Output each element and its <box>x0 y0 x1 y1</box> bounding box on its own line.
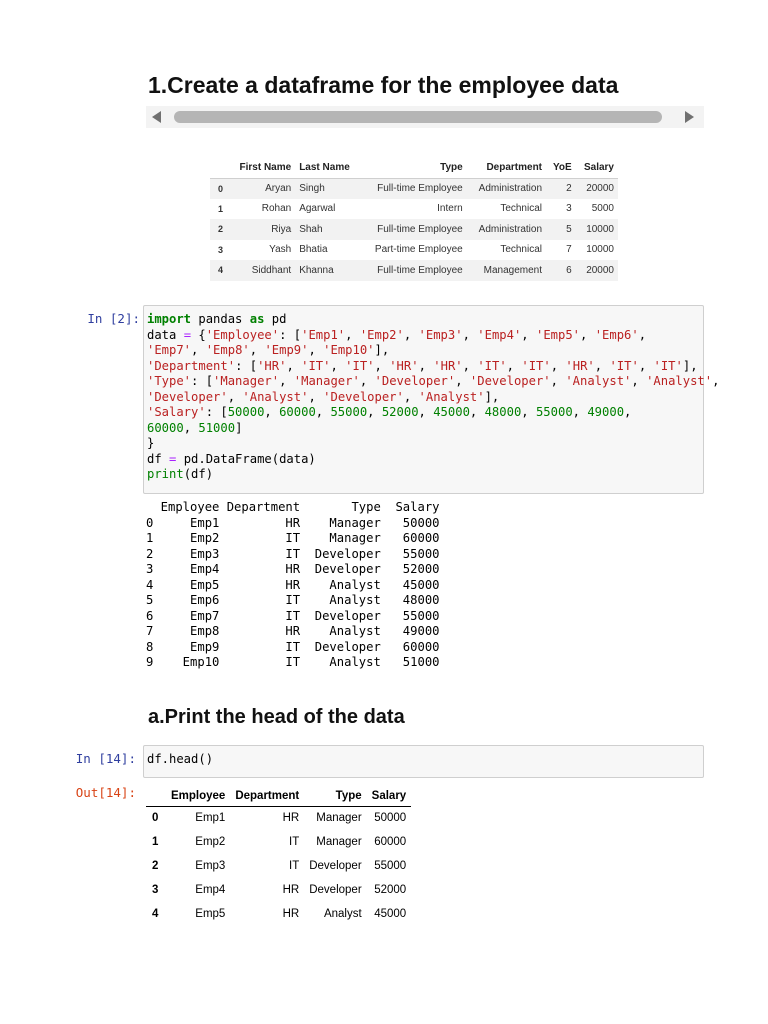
table-cell: HR <box>282 884 300 896</box>
table-cell: 52000 <box>374 884 407 896</box>
table-cell: 10000 <box>576 219 618 240</box>
row-index: 4 <box>152 908 159 920</box>
cell2-out-prompt: Out[14]: <box>75 785 136 800</box>
table-cell: 55000 <box>374 860 407 872</box>
scrollbar-thumb[interactable] <box>174 111 662 123</box>
scroll-right-arrow-icon[interactable] <box>685 111 694 123</box>
image-table-header <box>210 158 229 178</box>
section-heading-create-dataframe: 1.Create a dataframe for the employee data <box>148 72 619 98</box>
table-cell: Developer <box>309 884 362 896</box>
row-index: 4 <box>210 260 229 281</box>
table-cell: Emp4 <box>195 884 226 896</box>
image-table-header: Department <box>467 158 546 178</box>
table-cell: 2 <box>546 178 576 199</box>
table-cell: Administration <box>467 178 546 199</box>
employee-image-table <box>210 158 618 281</box>
table-cell: 50000 <box>374 812 407 825</box>
cell2-code-input[interactable] <box>143 745 704 778</box>
image-table-header: Last Name <box>295 158 360 178</box>
section-heading-print-head: a.Print the head of the data <box>148 706 405 728</box>
table-cell: Analyst <box>323 908 362 920</box>
cell1-code-input[interactable] <box>143 305 720 494</box>
cell1-in-prompt: In [2]: <box>87 311 140 326</box>
cell1-output-text: Employee Department Type Salary 0 Emp1 HR Manager 50000 1 Emp2 IT Manager 60000 2 Emp3 IT Developer 55000 3 Emp4 HR Developer 52000 4 Emp5 HR Analyst 45000 5 Emp6 IT Analyst 48000 6 Emp7 IT Developer 55000 7 Emp8 HR Analyst 49000 8 Emp9 IT Developer 60000 9 Emp10 IT Analyst 51000 <box>146 500 440 669</box>
table-cell: Agarwal <box>299 203 336 215</box>
row-index: 0 <box>210 178 229 199</box>
table-cell: 6 <box>546 260 576 281</box>
table-cell: Aryan <box>229 178 295 199</box>
table-cell: Shah <box>295 219 360 240</box>
table-cell: Full-time Employee <box>360 219 466 240</box>
table-cell: 5000 <box>591 203 614 215</box>
head-table-row <box>146 854 411 878</box>
table-cell: Rohan <box>261 203 292 215</box>
table-cell: Technical <box>500 244 543 256</box>
table-cell: Technical <box>500 203 543 215</box>
cell1-code-text: import pandas as pd data = {'Employee': ['Emp1', 'Emp2', 'Emp3', 'Emp4', 'Emp5', 'Emp6', 'Emp7', 'Emp8', 'Emp9', 'Emp10'], 'Department': ['HR', 'IT', 'IT', 'HR', 'HR', 'IT', 'IT', 'HR', 'IT', 'IT'], 'Type': ['Manager', 'Manager', 'Developer', 'Developer', 'Analyst', 'Analyst', 'Developer', 'Analyst', 'Developer', 'Analyst'], 'Salary': [50000, 60000, 55000, 52000, 45000, 48000, 55000, 49000, 60000, 51000] } df = pd.DataFrame(data) print(df) <box>147 312 720 481</box>
head-table-row <box>146 878 411 902</box>
table-cell: Riya <box>229 219 295 240</box>
head-table-header: Employee <box>166 786 230 806</box>
row-index: 3 <box>218 244 224 255</box>
horizontal-scrollbar[interactable] <box>146 106 704 128</box>
table-cell: Bhatia <box>299 244 328 256</box>
table-cell: Emp1 <box>195 812 226 825</box>
table-cell: IT <box>289 860 300 872</box>
cell2-in-prompt: In [14]: <box>75 751 136 766</box>
table-cell: Management <box>467 260 546 281</box>
table-cell: 3 <box>566 203 572 215</box>
table-cell: HR <box>282 908 300 920</box>
image-table-row <box>210 240 618 261</box>
scroll-left-arrow-icon[interactable] <box>152 111 161 123</box>
row-index: 2 <box>152 860 159 872</box>
head-table-header: Department <box>230 786 304 806</box>
table-cell: 5 <box>546 219 576 240</box>
row-index: 0 <box>152 812 159 825</box>
image-table-header: Salary <box>576 158 618 178</box>
table-cell: Manager <box>316 836 362 848</box>
image-table-row <box>210 219 618 240</box>
head-table-header: Salary <box>367 786 412 806</box>
row-index: 1 <box>152 836 159 848</box>
table-cell: Full-time Employee <box>360 178 466 199</box>
head-table-header <box>146 786 166 806</box>
table-cell: Singh <box>295 178 360 199</box>
row-index: 1 <box>218 203 224 214</box>
head-table-row <box>146 806 411 830</box>
table-cell: Intern <box>437 203 463 215</box>
table-cell: 45000 <box>374 908 407 920</box>
table-cell: IT <box>289 836 300 848</box>
row-index: 3 <box>152 884 159 896</box>
table-cell: HR <box>282 812 300 825</box>
head-table-row <box>146 902 411 926</box>
table-cell: 7 <box>566 244 572 256</box>
image-table-row <box>210 199 618 220</box>
image-table-header: YoE <box>546 158 576 178</box>
table-cell: Emp5 <box>195 908 226 920</box>
image-table-header: First Name <box>229 158 295 178</box>
table-cell: Emp2 <box>195 836 226 848</box>
table-cell: 20000 <box>576 178 618 199</box>
cell2-code-text: df.head() <box>147 752 214 766</box>
table-cell: 20000 <box>576 260 618 281</box>
image-table-header: Type <box>360 158 466 178</box>
table-cell: Khanna <box>295 260 360 281</box>
head-table-header: Type <box>304 786 366 806</box>
table-cell: Yash <box>269 244 292 256</box>
table-cell: 10000 <box>586 244 614 256</box>
table-cell: Administration <box>467 219 546 240</box>
table-cell: Developer <box>309 860 362 872</box>
table-cell: Emp3 <box>195 860 226 872</box>
head-table-row <box>146 830 411 854</box>
image-table-row <box>210 178 618 199</box>
table-cell: 60000 <box>374 836 407 848</box>
row-index: 2 <box>210 219 229 240</box>
table-cell: Siddhant <box>229 260 295 281</box>
table-cell: Part-time Employee <box>374 244 463 256</box>
table-cell: Manager <box>316 812 362 825</box>
table-cell: Full-time Employee <box>360 260 466 281</box>
image-table-row <box>210 260 618 281</box>
head-output-table <box>146 786 411 926</box>
